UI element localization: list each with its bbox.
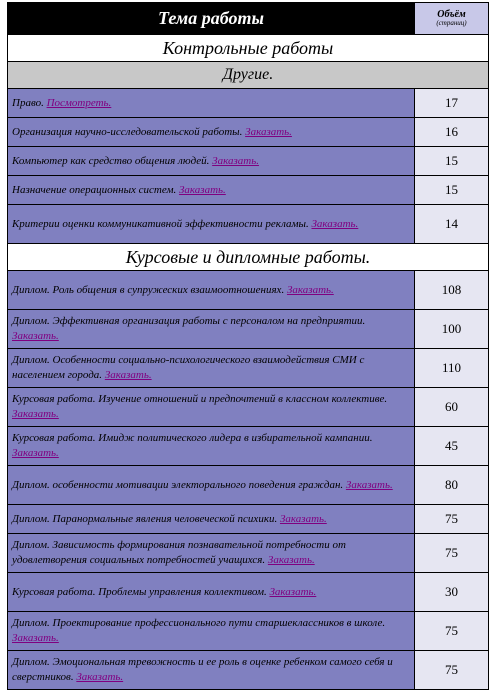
header-volume-unit: (страниц) xyxy=(436,19,467,27)
order-link[interactable]: Заказать. xyxy=(311,217,359,230)
work-title: Диплом. Проектирование профессионального пути старшеклассников в школе. xyxy=(12,617,386,629)
work-topic xyxy=(8,466,415,505)
work-pages: 75 xyxy=(415,534,489,573)
work-topic xyxy=(8,651,415,690)
order-link[interactable]: Заказать. xyxy=(286,283,334,296)
work-topic xyxy=(8,89,415,118)
table-row xyxy=(8,505,489,534)
work-topic xyxy=(8,534,415,573)
works-table xyxy=(7,2,489,690)
work-topic xyxy=(8,205,415,244)
work-pages: 30 xyxy=(415,573,489,612)
order-link[interactable]: Заказать. xyxy=(269,585,317,598)
table-row xyxy=(8,534,489,573)
order-link[interactable]: Заказать. xyxy=(12,447,59,459)
table-row xyxy=(8,310,489,349)
work-pages: 15 xyxy=(415,147,489,176)
table-row xyxy=(8,349,489,388)
work-pages: 16 xyxy=(415,118,489,147)
work-title: Назначение операционных систем. xyxy=(12,183,179,196)
section-title-control: Контрольные работы xyxy=(8,35,489,62)
table-row xyxy=(8,573,489,612)
work-topic xyxy=(8,118,415,147)
table-row xyxy=(8,427,489,466)
work-title: Компьютер как средство общения людей. xyxy=(12,154,213,167)
work-title: Диплом. Паранормальные явления человеческой психики. xyxy=(12,512,280,525)
work-pages: 110 xyxy=(415,349,489,388)
work-title: Курсовая работа. Проблемы управления коллективом. xyxy=(12,585,270,598)
work-title: Диплом. Роль общения в супружеских взаимоотношениях. xyxy=(12,283,287,296)
table-row xyxy=(8,651,489,690)
order-link[interactable]: Заказать. xyxy=(212,154,259,167)
table-row xyxy=(8,271,489,310)
order-link[interactable]: Заказать. xyxy=(76,671,124,683)
work-pages: 14 xyxy=(415,205,489,244)
work-pages: 75 xyxy=(415,651,489,690)
work-topic xyxy=(8,388,415,427)
work-topic xyxy=(8,147,415,176)
work-pages: 75 xyxy=(415,505,489,534)
header-volume-label: Объём xyxy=(437,9,466,20)
work-title: Курсовая работа. Имидж политического лидера в избирательной кампании. xyxy=(12,432,373,444)
work-topic xyxy=(8,505,415,534)
work-pages: 100 xyxy=(415,310,489,349)
order-link[interactable]: Заказать. xyxy=(279,512,327,525)
work-title: Диплом. Эффективная организация работы с персоналом на предприятии. xyxy=(12,315,366,327)
table-row xyxy=(8,118,489,147)
table-row xyxy=(8,205,489,244)
work-pages: 45 xyxy=(415,427,489,466)
work-title: Курсовая работа. Изучение отношений и предпочтений в классном коллективе. xyxy=(12,393,388,405)
work-topic xyxy=(8,573,415,612)
work-title: Право. xyxy=(12,96,47,109)
header-topic: Тема работы xyxy=(8,3,415,35)
view-link[interactable]: Посмотреть. xyxy=(46,96,112,109)
order-link[interactable]: Заказать. xyxy=(245,125,292,138)
table-row xyxy=(8,612,489,651)
table-row xyxy=(8,388,489,427)
work-pages: 60 xyxy=(415,388,489,427)
work-pages: 80 xyxy=(415,466,489,505)
work-title: Диплом. Особенности социально-психологического взаимодействия СМИ с населением города. xyxy=(12,354,365,381)
table-row xyxy=(8,466,489,505)
table-row xyxy=(8,147,489,176)
work-pages: 15 xyxy=(415,176,489,205)
work-topic xyxy=(8,612,415,651)
work-pages: 75 xyxy=(415,612,489,651)
work-title: Диплом. особенности мотивации электорального поведения граждан. xyxy=(12,478,346,491)
work-topic xyxy=(8,271,415,310)
order-link[interactable]: Заказать. xyxy=(267,554,315,566)
order-link[interactable]: Заказать. xyxy=(104,369,152,381)
work-pages: 17 xyxy=(415,89,489,118)
order-link[interactable]: Заказать. xyxy=(178,183,226,196)
order-link[interactable]: Заказать. xyxy=(12,330,59,342)
work-title: Организация научно-исследовательской работы. xyxy=(12,125,246,138)
order-link[interactable]: Заказать. xyxy=(12,632,59,644)
header-volume xyxy=(415,3,489,35)
work-topic xyxy=(8,176,415,205)
work-pages: 108 xyxy=(415,271,489,310)
work-title: Диплом. Эмоциональная тревожность и ее роль в оценке ребенком самого себя и сверстников. xyxy=(12,656,393,683)
work-topic xyxy=(8,349,415,388)
work-title: Диплом. Зависимость формирования познавательной потребности от удовлетворения социальных потребностей учащихся. xyxy=(12,539,346,566)
work-topic xyxy=(8,310,415,349)
order-link[interactable]: Заказать. xyxy=(345,478,393,491)
table-row xyxy=(8,176,489,205)
table-header xyxy=(8,3,489,35)
order-link[interactable]: Заказать. xyxy=(12,408,59,420)
work-title: Критерии оценки коммуникативной эффективности рекламы. xyxy=(12,217,312,230)
work-topic xyxy=(8,427,415,466)
section-title-coursework: Курсовые и дипломные работы. xyxy=(8,244,489,271)
subsection-title-other: Другие. xyxy=(8,62,489,89)
table-row xyxy=(8,89,489,118)
